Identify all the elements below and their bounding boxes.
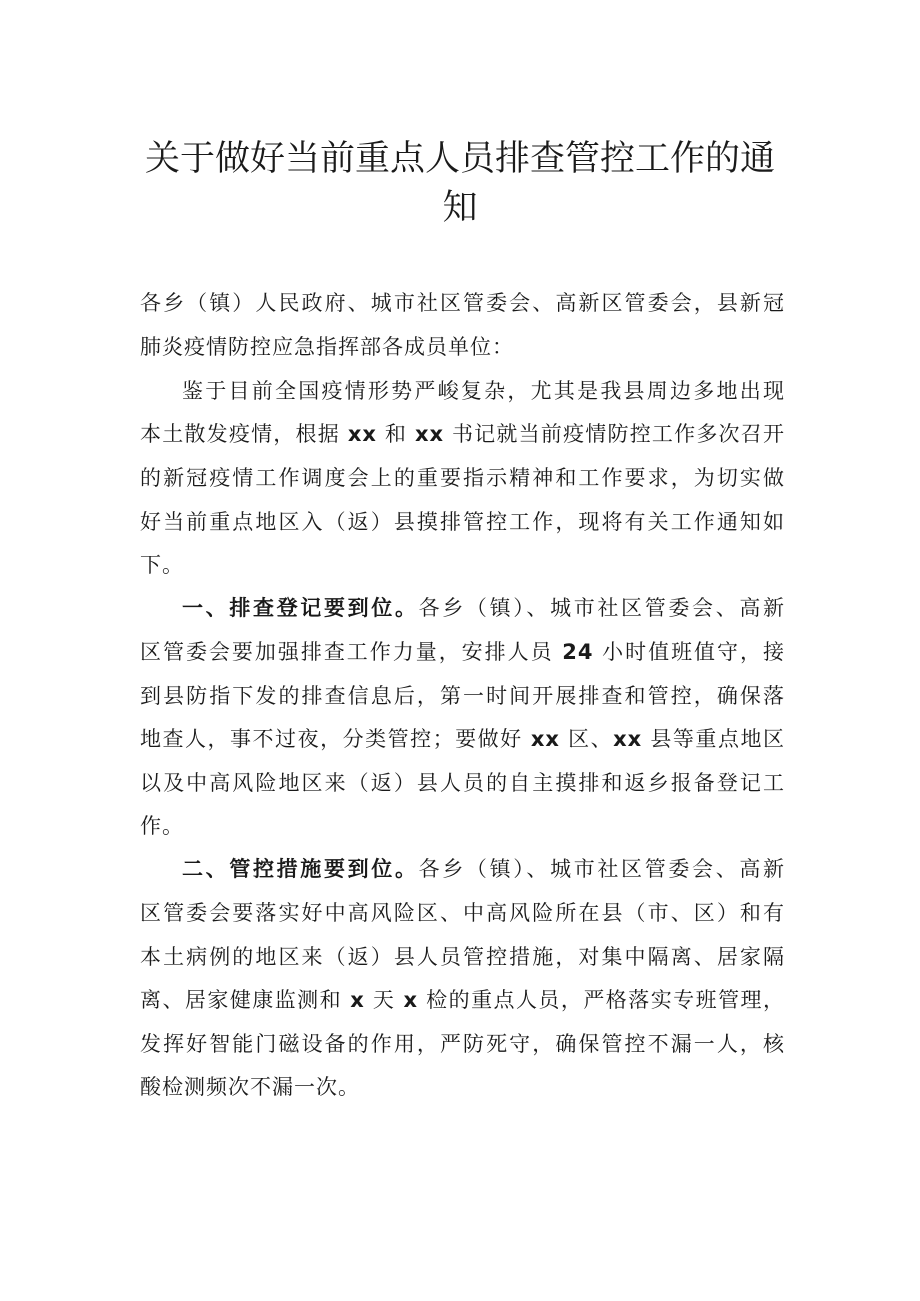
section2-line-2: 区管委会要落实好中高风险区、中高风险所在县（市、区）和有 <box>140 901 785 925</box>
intro-line-3: 的新冠疫情工作调度会上的重要指示精神和工作要求，为切实做 <box>140 466 785 490</box>
document-title-line-2: 知 <box>442 188 478 228</box>
section1-line-3: 到县防指下发的排查信息后，第一时间开展排查和管控，确保落 <box>140 684 785 708</box>
salutation-line-1: 各乡（镇）人民政府、城市社区管委会、高新区管委会，县新冠 <box>140 291 785 315</box>
intro-line-1: 鉴于目前全国疫情形势严峻复杂，尤其是我县周边多地出现 <box>182 379 785 403</box>
section1-line-1: 一、排查登记要到位。各乡（镇）、城市社区管委会、高新 <box>182 596 785 620</box>
intro-line-5: 下。 <box>140 553 184 577</box>
section1-line-6: 作。 <box>140 814 184 838</box>
section2-line-1: 二、管控措施要到位。各乡（镇）、城市社区管委会、高新 <box>182 857 785 881</box>
section2-line-5: 发挥好智能门磁设备的作用，严防死守，确保管控不漏一人，核 <box>140 1032 785 1056</box>
section1-heading: 一、排查登记要到位。 <box>182 596 419 620</box>
section2-line-4: 离、居家健康监测和 x 天 x 检的重点人员，严格落实专班管理， <box>140 988 785 1012</box>
section1-line-2: 区管委会要加强排查工作力量，安排人员 24 小时值班值守，接 <box>140 640 785 664</box>
salutation-line-2: 肺炎疫情防控应急指挥部各成员单位： <box>140 335 514 359</box>
section1-line-5: 以及中高风险地区来（返）县人员的自主摸排和返乡报备登记工 <box>140 771 785 795</box>
intro-line-4: 好当前重点地区入（返）县摸排管控工作，现将有关工作通知如 <box>140 510 785 534</box>
section2-line-3: 本土病例的地区来（返）县人员管控措施，对集中隔离、居家隔 <box>140 945 785 969</box>
document-title-line-1: 关于做好当前重点人员排查管控工作的通 <box>144 139 775 179</box>
section2-heading: 二、管控措施要到位。 <box>182 857 419 881</box>
intro-line-2: 本土散发疫情，根据 xx 和 xx 书记就当前疫情防控工作多次召开 <box>140 422 785 446</box>
section2-line-6: 酸检测频次不漏一次。 <box>140 1075 360 1099</box>
section1-line-4: 地查人，事不过夜，分类管控；要做好 xx 区、xx 县等重点地区 <box>140 727 785 751</box>
